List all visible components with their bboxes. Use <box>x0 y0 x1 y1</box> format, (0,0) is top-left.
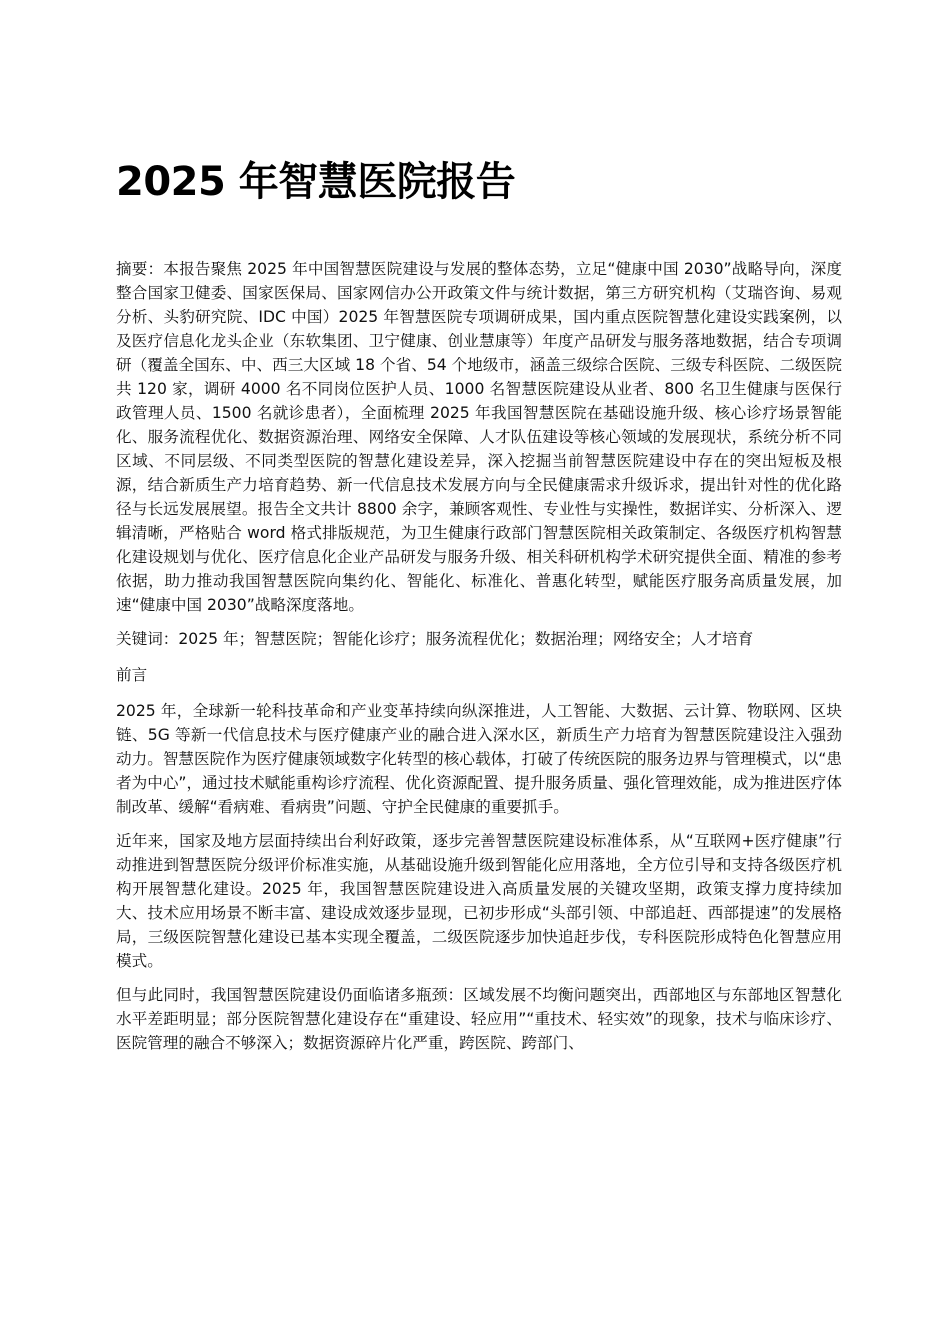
document-title: 2025 年智慧医院报告 <box>116 159 516 205</box>
body-paragraph-2: 近年来，国家及地方层面持续出台利好政策，逐步完善智慧医院建设标准体系，从“互联网+医疗健康”行动推进到智慧医院分级评价标准实施，从基础设施升级到智能化应用落地，全方位引导和支持各级医疗机构开展智慧化建设。2025 年，我国智慧医院建设进入高质量发展的关键攻坚期，政策支撑力度持续加大、技术应用场景不断丰富、建设成效逐步显现，已初步形成“头部引领、中部追赶、西部提速”的发展格局，三级医院智慧化建设已基本实现全覆盖，二级医院逐步加快追赶步伐，专科医院形成特色化智慧应用模式。 <box>116 832 842 970</box>
abstract-paragraph: 摘要：本报告聚焦 2025 年中国智慧医院建设与发展的整体态势，立足“健康中国 2030”战略导向，深度整合国家卫健委、国家医保局、国家网信办公开政策文件与统计数据，第三方研究机构（艾瑞咨询、易观分析、头豹研究院、IDC 中国）2025 年智慧医院专项调研成果，国内重点医院智慧化建设实践案例，以及医疗信息化龙头企业（东软集团、卫宁健康、创业慧康等）年度产品研发与服务落地数据，结合专项调研（覆盖全国东、中、西三大区域 18 个省、54 个地级市，涵盖三级综合医院、三级专科医院、二级医院共 120 家，调研 4000 名不同岗位医护人员、1000 名智慧医院建设从业者、800 名卫生健康与医保行政管理人员、1500 名就诊患者），全面梳理 2025 年我国智慧医院在基础设施升级、核心诊疗场景智能化、服务流程优化、数据资源治理、网络安全保障、人才队伍建设等核心领域的发展现状，系统分析不同区域、不同层级、不同类型医院的智慧化建设差异，深入挖掘当前智慧医院建设中存在的突出短板及根源，结合新质生产力培育趋势、新一代信息技术发展方向与全民健康需求升级诉求，提出针对性的优化路径与长远发展展望。报告全文共计 8800 余字，兼顾客观性、专业性与实操性，数据详实、分析深入、逻辑清晰，严格贴合 word 格式排版规范，为卫生健康行政部门智慧医院相关政策制定、各级医疗机构智慧化建设规划与优化、医疗信息化企业产品研发与服务升级、相关科研机构学术研究提供全面、精准的参考依据，助力推动我国智慧医院向集约化、智能化、标准化、普惠化转型，赋能医疗服务高质量发展，加速“健康中国 2030”战略深度落地。 <box>116 260 842 614</box>
preface-heading: 前言 <box>116 666 148 684</box>
keywords-line: 关键词：2025 年；智慧医院；智能化诊疗；服务流程优化；数据治理；网络安全；人才培育 <box>116 630 754 648</box>
body-paragraph-1: 2025 年，全球新一轮科技革命和产业变革持续向纵深推进，人工智能、大数据、云计算、物联网、区块链、5G 等新一代信息技术与医疗健康产业的融合进入深水区，新质生产力培育为智慧医院建设注入强劲动力。智慧医院作为医疗健康领域数字化转型的核心载体，打破了传统医院的服务边界与管理模式，以“患者为中心”，通过技术赋能重构诊疗流程、优化资源配置、提升服务质量、强化管理效能，成为推进医疗体制改革、缓解“看病难、看病贵”问题、守护全民健康的重要抓手。 <box>116 702 842 816</box>
document-body <box>116 257 842 1065</box>
body-paragraph-3: 但与此同时，我国智慧医院建设仍面临诸多瓶颈：区域发展不均衡问题突出，西部地区与东部地区智慧化水平差距明显；部分医院智慧化建设存在“重建设、轻应用”“重技术、轻实效”的现象，技术与临床诊疗、医院管理的融合不够深入；数据资源碎片化严重，跨医院、跨部门、 <box>116 986 842 1052</box>
